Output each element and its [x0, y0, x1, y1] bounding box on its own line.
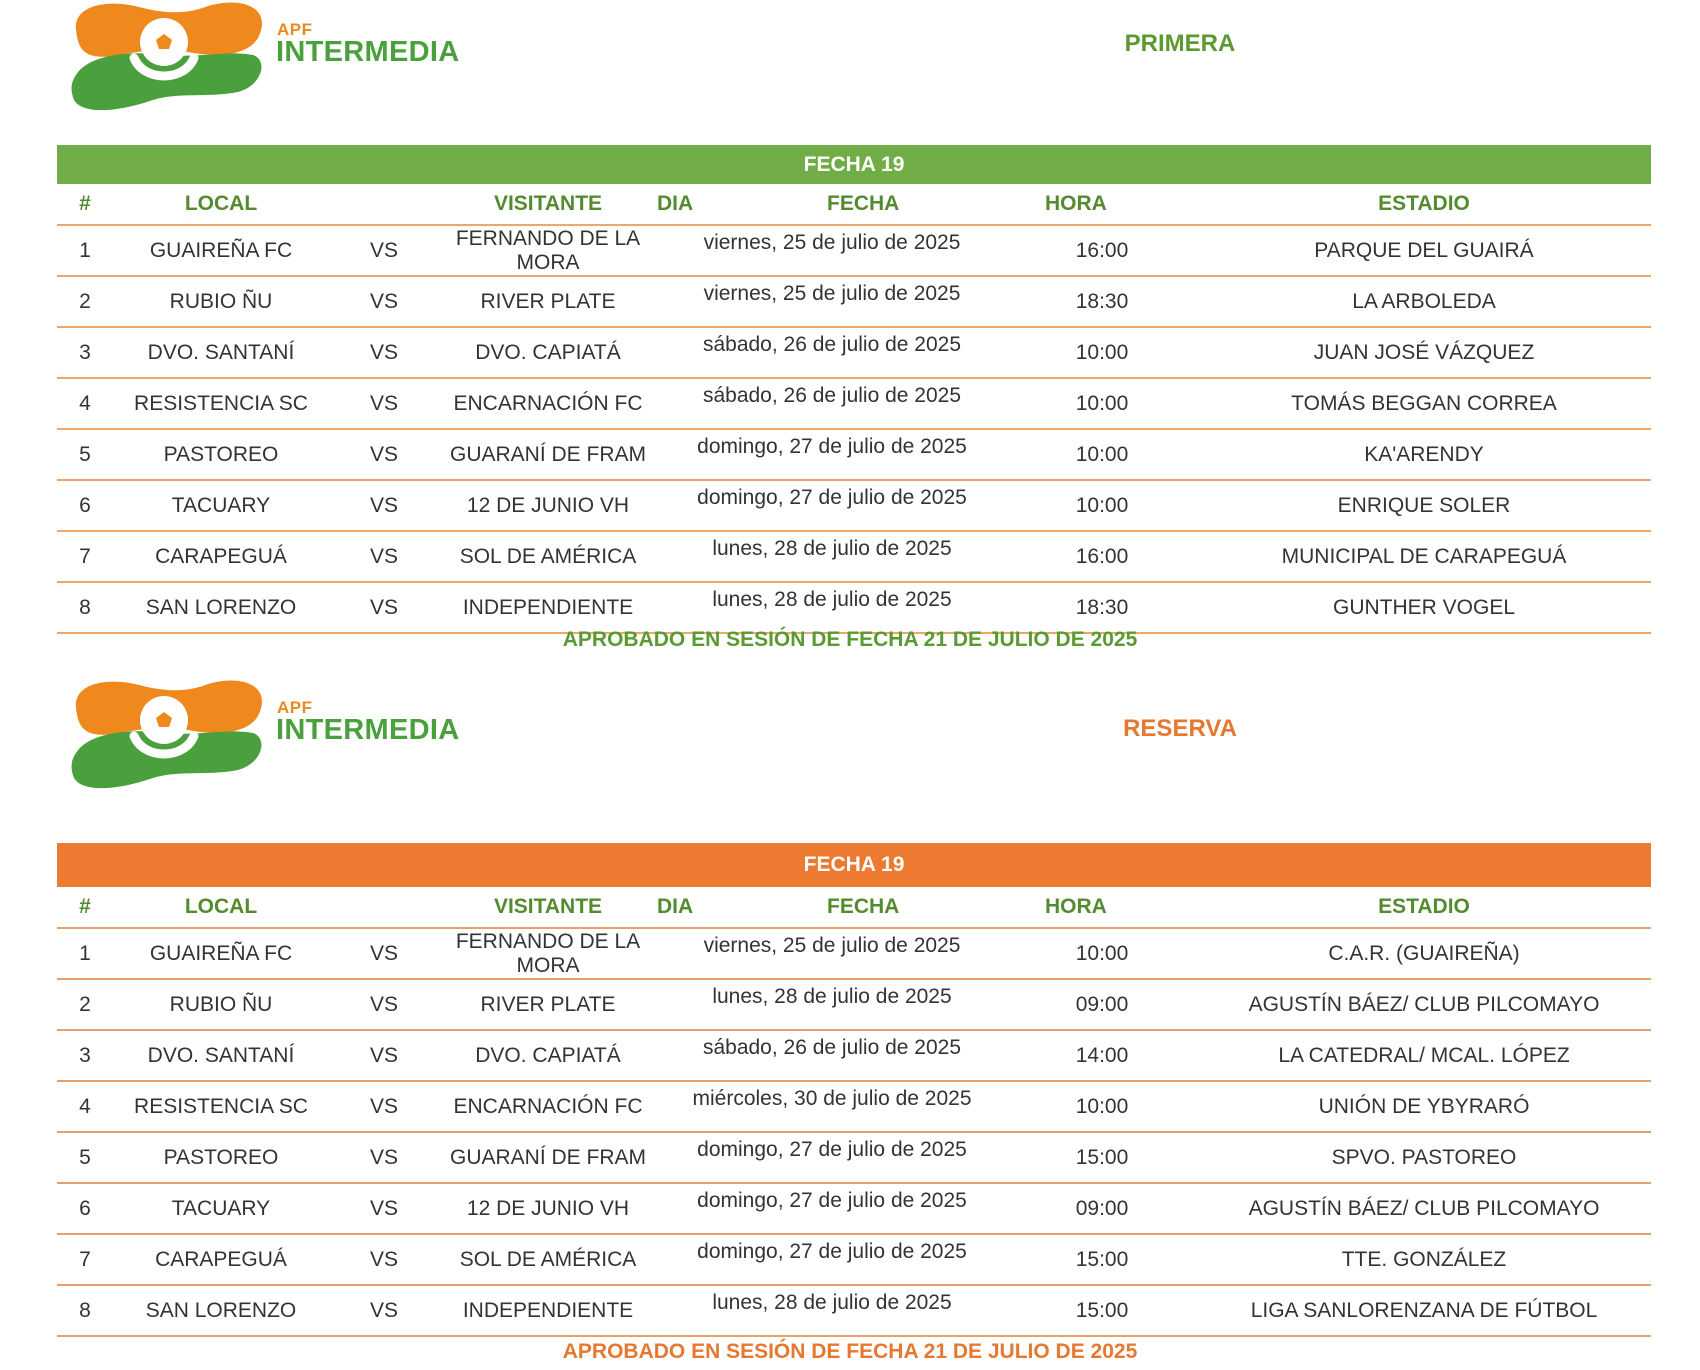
cell-fecha: viernes, 25 de julio de 2025 [657, 225, 1007, 276]
schedule-table-primera [57, 184, 1651, 634]
cell-visitante: 12 DE JUNIO VH [439, 1183, 657, 1234]
table-header-row [57, 184, 1651, 225]
cell-vs: VS [329, 378, 439, 429]
cell-fecha: lunes, 28 de julio de 2025 [657, 979, 1007, 1030]
category-title-reserva: RESERVA [1123, 715, 1237, 742]
approved-note-primera: APROBADO EN SESIÓN DE FECHA 21 DE JULIO DE 2025 [562, 628, 1138, 651]
table-row [57, 1234, 1651, 1285]
cell-vs: VS [329, 582, 439, 633]
cell-local: SAN LORENZO [113, 1285, 329, 1336]
cell-estadio: KA'ARENDY [1197, 429, 1651, 480]
cell-visitante: DVO. CAPIATÁ [439, 327, 657, 378]
cell-vs: VS [329, 531, 439, 582]
col-header-num: # [57, 184, 113, 225]
cell-estadio: LA CATEDRAL/ MCAL. LÓPEZ [1197, 1030, 1651, 1081]
table-row [57, 582, 1651, 633]
cell-local: PASTOREO [113, 1132, 329, 1183]
cell-fecha: miércoles, 30 de julio de 2025 [657, 1081, 1007, 1132]
cell-vs: VS [329, 928, 439, 979]
cell-fecha: viernes, 25 de julio de 2025 [657, 276, 1007, 327]
col-header-dia: DIA [657, 184, 717, 225]
logo-brand-text: INTERMEDIA [276, 36, 460, 68]
logo-apf-text: APF [277, 698, 313, 717]
cell-fecha: sábado, 26 de julio de 2025 [657, 327, 1007, 378]
col-header-num: # [57, 887, 113, 928]
cell-vs: VS [329, 1183, 439, 1234]
cell-vs: VS [329, 429, 439, 480]
cell-visitante: DVO. CAPIATÁ [439, 1030, 657, 1081]
cell-visitante: RIVER PLATE [439, 979, 657, 1030]
football-smile-icon [68, 678, 268, 798]
cell-estadio: TTE. GONZÁLEZ [1197, 1234, 1651, 1285]
cell-hora: 15:00 [1007, 1285, 1197, 1336]
cell-vs: VS [329, 276, 439, 327]
fecha-band-primera: FECHA 19 [57, 145, 1651, 184]
fecha-band-reserva: FECHA 19 [57, 843, 1651, 887]
cell-estadio: ENRIQUE SOLER [1197, 480, 1651, 531]
cell-num: 5 [57, 429, 113, 480]
cell-vs: VS [329, 1081, 439, 1132]
cell-vs: VS [329, 327, 439, 378]
table-row [57, 1183, 1651, 1234]
cell-estadio: MUNICIPAL DE CARAPEGUÁ [1197, 531, 1651, 582]
cell-num: 1 [57, 225, 113, 276]
table-row [57, 276, 1651, 327]
cell-estadio: PARQUE DEL GUAIRÁ [1197, 225, 1651, 276]
logo-apf-text: APF [277, 20, 313, 39]
cell-hora: 16:00 [1007, 225, 1197, 276]
col-header-fecha: FECHA [717, 184, 1007, 225]
logo-brand-text: INTERMEDIA [276, 714, 460, 746]
cell-hora: 15:00 [1007, 1132, 1197, 1183]
cell-estadio: GUNTHER VOGEL [1197, 582, 1651, 633]
cell-local: TACUARY [113, 1183, 329, 1234]
apf-intermedia-logo-reserva [68, 678, 460, 798]
col-header-local: LOCAL [113, 887, 329, 928]
category-title-primera: PRIMERA [1124, 30, 1236, 57]
cell-visitante: INDEPENDIENTE [439, 582, 657, 633]
cell-hora: 10:00 [1007, 928, 1197, 979]
cell-estadio: C.A.R. (GUAIREÑA) [1197, 928, 1651, 979]
col-header-vs [329, 887, 439, 928]
cell-estadio: AGUSTÍN BÁEZ/ CLUB PILCOMAYO [1197, 979, 1651, 1030]
cell-num: 4 [57, 1081, 113, 1132]
approved-note-reserva: APROBADO EN SESIÓN DE FECHA 21 DE JULIO DE 2025 [562, 1340, 1138, 1363]
cell-estadio: SPVO. PASTOREO [1197, 1132, 1651, 1183]
col-header-vs [329, 184, 439, 225]
table-row [57, 1132, 1651, 1183]
cell-num: 2 [57, 979, 113, 1030]
table-row [57, 327, 1651, 378]
cell-visitante: ENCARNACIÓN FC [439, 1081, 657, 1132]
cell-fecha: lunes, 28 de julio de 2025 [657, 531, 1007, 582]
football-smile-icon [68, 0, 268, 120]
cell-estadio: LIGA SANLORENZANA DE FÚTBOL [1197, 1285, 1651, 1336]
cell-local: GUAIREÑA FC [113, 928, 329, 979]
cell-num: 8 [57, 582, 113, 633]
cell-fecha: domingo, 27 de julio de 2025 [657, 480, 1007, 531]
cell-num: 3 [57, 1030, 113, 1081]
apf-intermedia-logo [68, 0, 460, 120]
cell-hora: 16:00 [1007, 531, 1197, 582]
cell-visitante: FERNANDO DE LA MORA [439, 928, 657, 979]
table-row [57, 480, 1651, 531]
cell-estadio: LA ARBOLEDA [1197, 276, 1651, 327]
col-header-hora: HORA [1007, 887, 1197, 928]
cell-hora: 09:00 [1007, 979, 1197, 1030]
cell-local: CARAPEGUÁ [113, 1234, 329, 1285]
cell-hora: 10:00 [1007, 480, 1197, 531]
cell-num: 1 [57, 928, 113, 979]
cell-local: CARAPEGUÁ [113, 531, 329, 582]
table-row [57, 1081, 1651, 1132]
schedule-table-reserva [57, 887, 1651, 1337]
cell-local: DVO. SANTANÍ [113, 1030, 329, 1081]
cell-num: 8 [57, 1285, 113, 1336]
cell-visitante: ENCARNACIÓN FC [439, 378, 657, 429]
cell-hora: 10:00 [1007, 429, 1197, 480]
cell-vs: VS [329, 1234, 439, 1285]
cell-visitante: SOL DE AMÉRICA [439, 531, 657, 582]
cell-local: RESISTENCIA SC [113, 378, 329, 429]
cell-local: SAN LORENZO [113, 582, 329, 633]
cell-visitante: INDEPENDIENTE [439, 1285, 657, 1336]
cell-estadio: JUAN JOSÉ VÁZQUEZ [1197, 327, 1651, 378]
cell-visitante: 12 DE JUNIO VH [439, 480, 657, 531]
cell-vs: VS [329, 1030, 439, 1081]
table-row [57, 979, 1651, 1030]
cell-vs: VS [329, 1285, 439, 1336]
cell-hora: 15:00 [1007, 1234, 1197, 1285]
cell-fecha: domingo, 27 de julio de 2025 [657, 1132, 1007, 1183]
cell-hora: 09:00 [1007, 1183, 1197, 1234]
table-row [57, 1030, 1651, 1081]
cell-fecha: lunes, 28 de julio de 2025 [657, 1285, 1007, 1336]
cell-local: RUBIO ÑU [113, 979, 329, 1030]
table-row [57, 378, 1651, 429]
cell-visitante: SOL DE AMÉRICA [439, 1234, 657, 1285]
cell-num: 5 [57, 1132, 113, 1183]
col-header-fecha: FECHA [717, 887, 1007, 928]
cell-num: 7 [57, 531, 113, 582]
cell-visitante: RIVER PLATE [439, 276, 657, 327]
cell-fecha: domingo, 27 de julio de 2025 [657, 1234, 1007, 1285]
cell-num: 4 [57, 378, 113, 429]
col-header-visitante: VISITANTE [439, 887, 657, 928]
cell-hora: 10:00 [1007, 378, 1197, 429]
cell-local: RUBIO ÑU [113, 276, 329, 327]
cell-fecha: domingo, 27 de julio de 2025 [657, 429, 1007, 480]
cell-visitante: GUARANÍ DE FRAM [439, 1132, 657, 1183]
cell-visitante: GUARANÍ DE FRAM [439, 429, 657, 480]
cell-local: DVO. SANTANÍ [113, 327, 329, 378]
cell-hora: 10:00 [1007, 1081, 1197, 1132]
cell-fecha: domingo, 27 de julio de 2025 [657, 1183, 1007, 1234]
cell-fecha: sábado, 26 de julio de 2025 [657, 1030, 1007, 1081]
table-row [57, 429, 1651, 480]
cell-local: RESISTENCIA SC [113, 1081, 329, 1132]
cell-hora: 14:00 [1007, 1030, 1197, 1081]
cell-vs: VS [329, 979, 439, 1030]
cell-estadio: AGUSTÍN BÁEZ/ CLUB PILCOMAYO [1197, 1183, 1651, 1234]
cell-local: GUAIREÑA FC [113, 225, 329, 276]
cell-visitante: FERNANDO DE LA MORA [439, 225, 657, 276]
table-row [57, 531, 1651, 582]
cell-fecha: lunes, 28 de julio de 2025 [657, 582, 1007, 633]
cell-num: 2 [57, 276, 113, 327]
cell-hora: 10:00 [1007, 327, 1197, 378]
col-header-dia: DIA [657, 887, 717, 928]
table-header-row [57, 887, 1651, 928]
cell-vs: VS [329, 225, 439, 276]
table-row [57, 225, 1651, 276]
col-header-visitante: VISITANTE [439, 184, 657, 225]
cell-estadio: TOMÁS BEGGAN CORREA [1197, 378, 1651, 429]
cell-num: 3 [57, 327, 113, 378]
cell-fecha: sábado, 26 de julio de 2025 [657, 378, 1007, 429]
col-header-estadio: ESTADIO [1197, 887, 1651, 928]
cell-num: 7 [57, 1234, 113, 1285]
col-header-estadio: ESTADIO [1197, 184, 1651, 225]
table-row [57, 1285, 1651, 1336]
table-row [57, 928, 1651, 979]
col-header-local: LOCAL [113, 184, 329, 225]
col-header-hora: HORA [1007, 184, 1197, 225]
cell-hora: 18:30 [1007, 582, 1197, 633]
cell-estadio: UNIÓN DE YBYRARÓ [1197, 1081, 1651, 1132]
cell-local: TACUARY [113, 480, 329, 531]
cell-hora: 18:30 [1007, 276, 1197, 327]
cell-num: 6 [57, 1183, 113, 1234]
cell-fecha: viernes, 25 de julio de 2025 [657, 928, 1007, 979]
cell-vs: VS [329, 1132, 439, 1183]
cell-num: 6 [57, 480, 113, 531]
cell-vs: VS [329, 480, 439, 531]
cell-local: PASTOREO [113, 429, 329, 480]
